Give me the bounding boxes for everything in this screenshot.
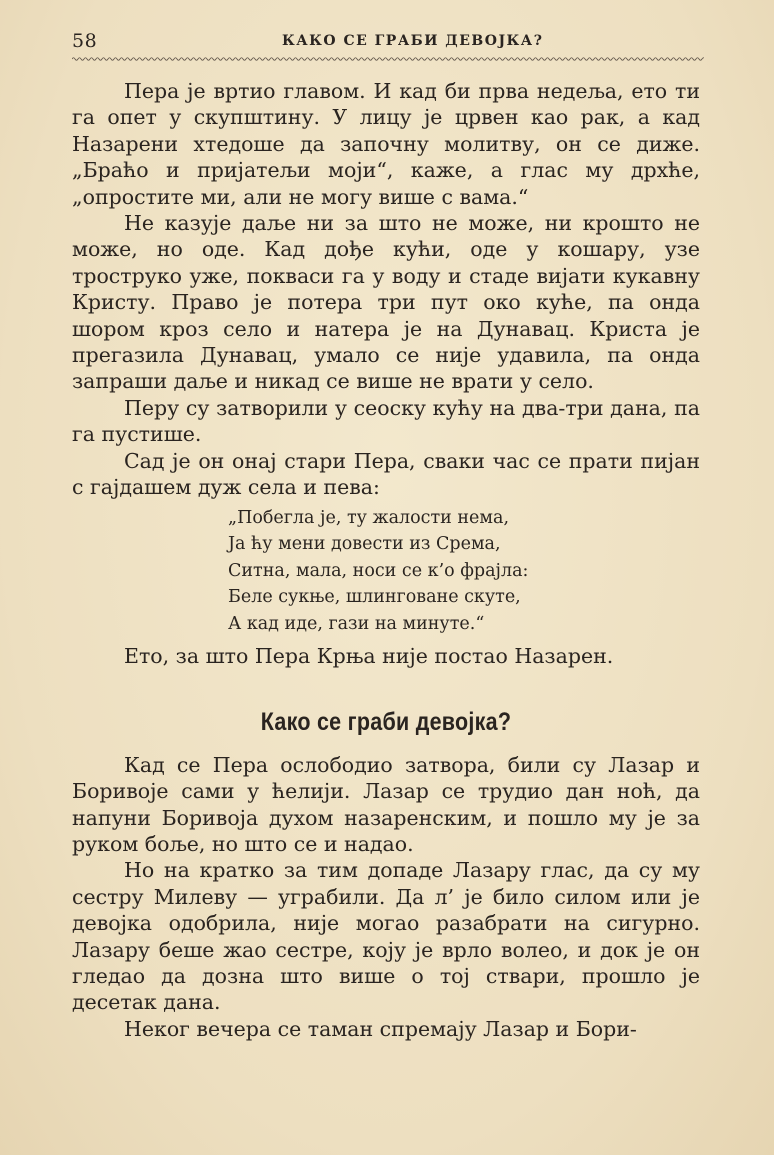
poem-line: А кад иде, гази на минуте.“ xyxy=(228,613,485,634)
running-title: КАКО СЕ ГРАБИ ДЕВОЈКА? xyxy=(282,33,544,49)
poem xyxy=(228,505,700,638)
poem-line: Беле сукње, шлинговане скуте, xyxy=(228,587,521,607)
section-heading: Како се граби девојка? xyxy=(260,708,512,737)
paragraph: Не казује даље ни за што не може, ни крошто не може, но оде. Кад дође кући, оде у кошару, узе троструко уже, покваси га у воду и стаде вијати кукавну Кристу. Право је потера три пут око куће, па онда шором кроз село и натера је на Дунавац. Криста је прегазила Дунавац, умало се није удавила, па онда запраши даље и никад се више не врати у село. xyxy=(72,211,700,394)
page-number: 58 xyxy=(72,30,98,52)
paragraph: Но на кратко за тим допаде Лазару глас, да су му сестру Милеву — уграбили. Да л’ је било силом или је девојка одобрила, није могао разабрати на сигурно. Лазару беше жао сестре, коју је врло волео, и док је он гледао да дозна што више о тој ствари, прошло је десетак дана. xyxy=(72,858,700,1015)
running-head xyxy=(72,30,702,52)
decorative-wavy-rule xyxy=(72,55,704,63)
paragraph: Перу су затворили у сеоску кућу на два-три дана, па га пустише. xyxy=(72,395,700,447)
paragraph: Неког вечера се таман спремају Лазар и Бори- xyxy=(124,1016,637,1041)
poem-line: Ситна, мала, носи се к’о фрајла: xyxy=(228,560,529,581)
poem-line: Ја ћу мени довести из Срема, xyxy=(228,534,501,554)
paragraph: Сад је он онај стари Пера, сваки час се прати пијан с гајдашем дуж села и пева: xyxy=(72,448,700,500)
poem-line: „Побегла је, ту жалости нема, xyxy=(228,507,510,528)
paragraph: Кад се Пера ослободио затвора, били су Лазар и Боривоје сами у ћелији. Лазар се трудио дан ноћ, да напуни Боривоја духом назаренским, и пошло му је за руком боље, но што се и надао. xyxy=(72,752,700,857)
closing-line: Ето, за што Пера Крња није постао Назарен. xyxy=(124,644,614,668)
paragraph: Пера је вртио главом. И кад би прва недеља, ето ти га опет у скупштину. У лицу је црвен као рак, а кад Назарени хтедоше да започну молитву, он се диже. „Браћо и пријатељи моји“, каже, а глас му дрхће, „опростите ми, али не могу више с вама.“ xyxy=(72,79,700,209)
body-text xyxy=(72,78,700,1042)
